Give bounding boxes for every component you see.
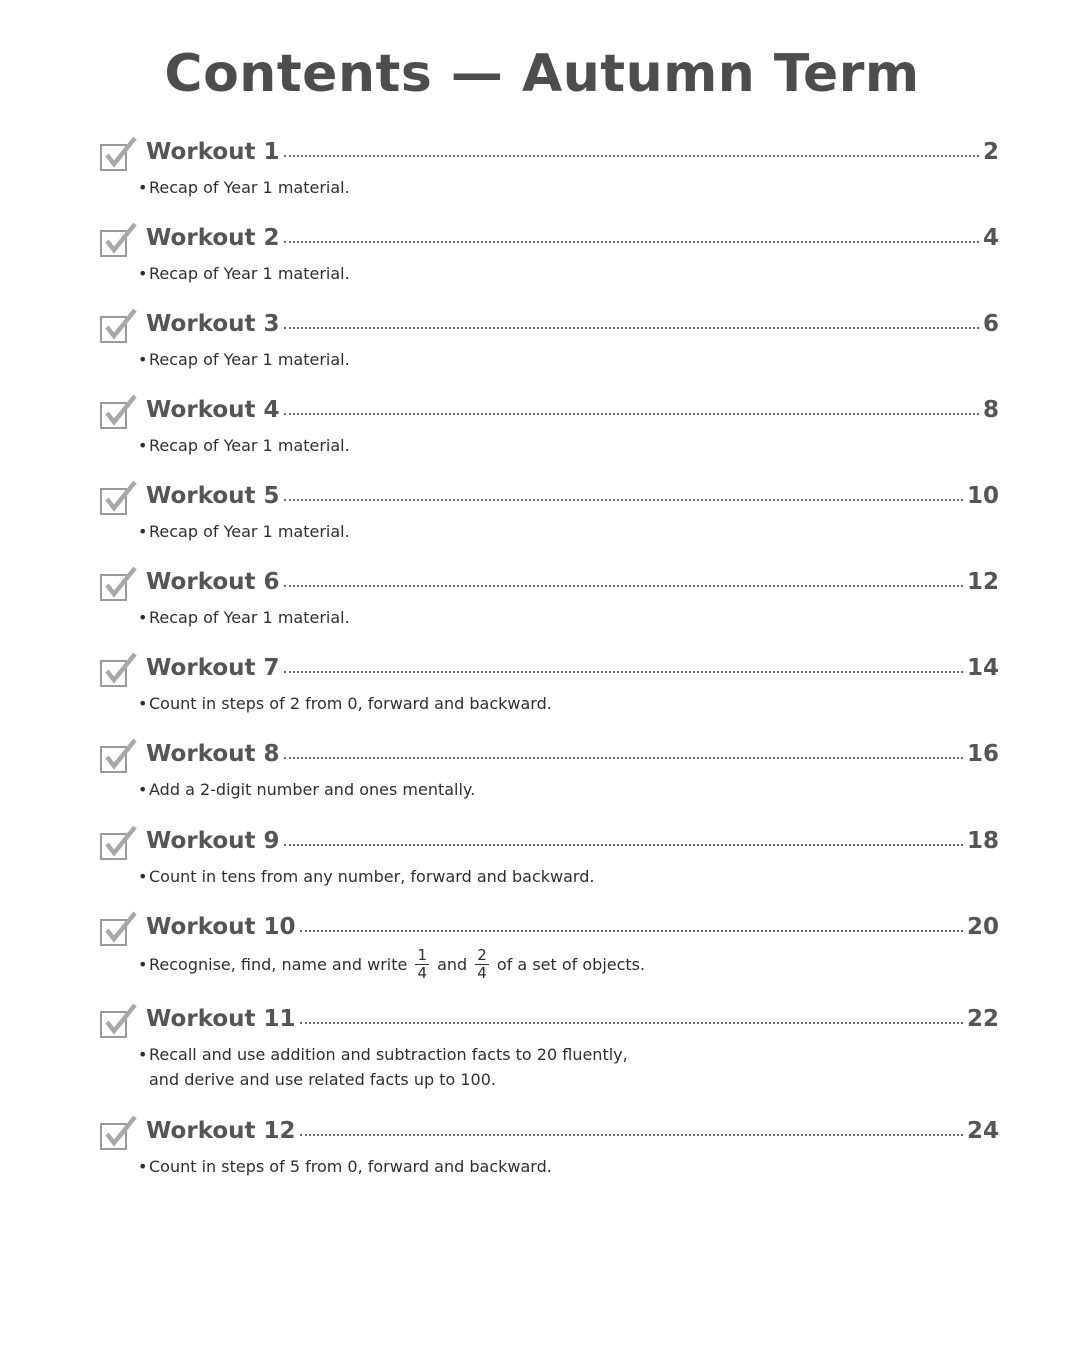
fraction-numerator: 2 <box>477 946 487 964</box>
checkmark-icon <box>103 1116 137 1146</box>
dot-leader <box>284 844 963 846</box>
entry-title: Workout 4 <box>146 397 280 423</box>
bullet: • <box>138 350 148 369</box>
description-text: of a set of objects. <box>496 955 646 974</box>
description-text: Recap of Year 1 material. <box>149 178 350 197</box>
page-number: 16 <box>966 741 999 767</box>
dot-leader <box>300 1022 963 1024</box>
checkbox[interactable] <box>100 574 127 601</box>
checkmark-icon <box>103 567 137 597</box>
dot-leader <box>284 757 963 759</box>
checkbox[interactable] <box>100 746 127 773</box>
entry-description <box>138 1042 838 1092</box>
dot-leader <box>284 671 963 673</box>
page-number: 14 <box>966 655 999 681</box>
bullet: • <box>138 608 148 627</box>
description-text: Recap of Year 1 material. <box>149 350 350 369</box>
entry-title: Workout 3 <box>146 311 280 337</box>
checkmark-icon <box>103 481 137 511</box>
bullet: • <box>138 955 148 974</box>
dot-leader <box>284 155 979 157</box>
checkbox[interactable] <box>100 1123 127 1150</box>
entry-description <box>138 347 838 372</box>
entry-description <box>138 175 838 200</box>
description-text: Count in steps of 5 from 0, forward and backward. <box>149 1157 552 1176</box>
entry-description <box>138 946 838 984</box>
bullet: • <box>138 1157 148 1176</box>
dot-leader <box>284 327 979 329</box>
entry-title: Workout 7 <box>146 655 280 681</box>
fraction-denominator: 4 <box>417 964 427 982</box>
checkbox[interactable] <box>100 488 127 515</box>
page-number: 8 <box>982 397 999 423</box>
entry-heading[interactable] <box>146 139 999 173</box>
checkmark-icon <box>103 912 137 942</box>
checkbox[interactable] <box>100 316 127 343</box>
description-text: Recap of Year 1 material. <box>149 522 350 541</box>
checkmark-icon <box>103 137 137 167</box>
checkbox[interactable] <box>100 402 127 429</box>
entry-title: Workout 5 <box>146 483 280 509</box>
dot-leader <box>284 499 963 501</box>
checkbox[interactable] <box>100 144 127 171</box>
entry-heading[interactable] <box>146 1006 999 1040</box>
bullet: • <box>138 1045 148 1064</box>
description-text: Recap of Year 1 material. <box>149 436 350 455</box>
dot-leader <box>284 585 963 587</box>
description-text: and <box>437 955 468 974</box>
description-text: Recall and use addition and subtraction facts to 20 fluently, <box>149 1045 628 1064</box>
bullet: • <box>138 780 148 799</box>
description-text: Recap of Year 1 material. <box>149 608 350 627</box>
entry-heading[interactable] <box>146 483 999 517</box>
entry-title: Workout 10 <box>146 914 296 940</box>
checkmark-icon <box>103 653 137 683</box>
entry-title: Workout 9 <box>146 828 280 854</box>
entry-title: Workout 6 <box>146 569 280 595</box>
entry-heading[interactable] <box>146 741 999 775</box>
entry-title: Workout 2 <box>146 225 280 251</box>
entry-description <box>138 691 838 716</box>
entry-description <box>138 519 838 544</box>
fraction-two-quarters <box>475 947 489 982</box>
page-number: 24 <box>966 1118 999 1144</box>
bullet: • <box>138 178 148 197</box>
description-text: Count in steps of 2 from 0, forward and backward. <box>149 694 552 713</box>
checkmark-icon <box>103 826 137 856</box>
page-number: 22 <box>966 1006 999 1032</box>
fraction-one-quarter <box>415 947 429 982</box>
page-title: Contents — Autumn Term <box>164 44 920 104</box>
entry-heading[interactable] <box>146 1118 999 1152</box>
page-number: 2 <box>982 139 999 165</box>
description-text: Recognise, find, name and write <box>149 955 408 974</box>
bullet: • <box>138 694 148 713</box>
fraction-numerator: 1 <box>417 946 427 964</box>
bullet: • <box>138 867 148 886</box>
description-text: Add a 2-digit number and ones mentally. <box>149 780 476 799</box>
checkbox[interactable] <box>100 919 127 946</box>
entry-heading[interactable] <box>146 914 999 948</box>
entry-description <box>138 777 838 802</box>
checkbox[interactable] <box>100 1011 127 1038</box>
dot-leader <box>300 1134 963 1136</box>
entry-title: Workout 12 <box>146 1118 296 1144</box>
checkmark-icon <box>103 395 137 425</box>
description-text: Count in tens from any number, forward and backward. <box>149 867 595 886</box>
entry-title: Workout 8 <box>146 741 280 767</box>
page-number: 4 <box>982 225 999 251</box>
checkmark-icon <box>103 1004 137 1034</box>
checkmark-icon <box>103 309 137 339</box>
bullet: • <box>138 436 148 455</box>
entry-heading[interactable] <box>146 397 999 431</box>
page-number: 10 <box>966 483 999 509</box>
entry-heading[interactable] <box>146 569 999 603</box>
page-number: 18 <box>966 828 999 854</box>
dot-leader <box>284 413 979 415</box>
description-text-line-2: and derive and use related facts up to 100. <box>149 1070 496 1089</box>
entry-description <box>138 605 838 630</box>
entry-description <box>138 433 838 458</box>
entry-heading[interactable] <box>146 828 999 862</box>
bullet: • <box>138 264 148 283</box>
dot-leader <box>284 241 979 243</box>
entry-heading[interactable] <box>146 311 999 345</box>
checkbox[interactable] <box>100 833 127 860</box>
entry-description <box>138 261 838 286</box>
checkmark-icon <box>103 223 137 253</box>
page-number: 12 <box>966 569 999 595</box>
page-number: 20 <box>966 914 999 940</box>
entry-description <box>138 1154 838 1179</box>
fraction-denominator: 4 <box>477 964 487 982</box>
checkbox[interactable] <box>100 660 127 687</box>
entry-title: Workout 1 <box>146 139 280 165</box>
description-text: Recap of Year 1 material. <box>149 264 350 283</box>
entry-heading[interactable] <box>146 225 999 259</box>
entry-heading[interactable] <box>146 655 999 689</box>
page-number: 6 <box>982 311 999 337</box>
dot-leader <box>300 930 963 932</box>
entry-title: Workout 11 <box>146 1006 296 1032</box>
entry-description <box>138 864 838 889</box>
bullet: • <box>138 522 148 541</box>
checkbox[interactable] <box>100 230 127 257</box>
checkmark-icon <box>103 739 137 769</box>
